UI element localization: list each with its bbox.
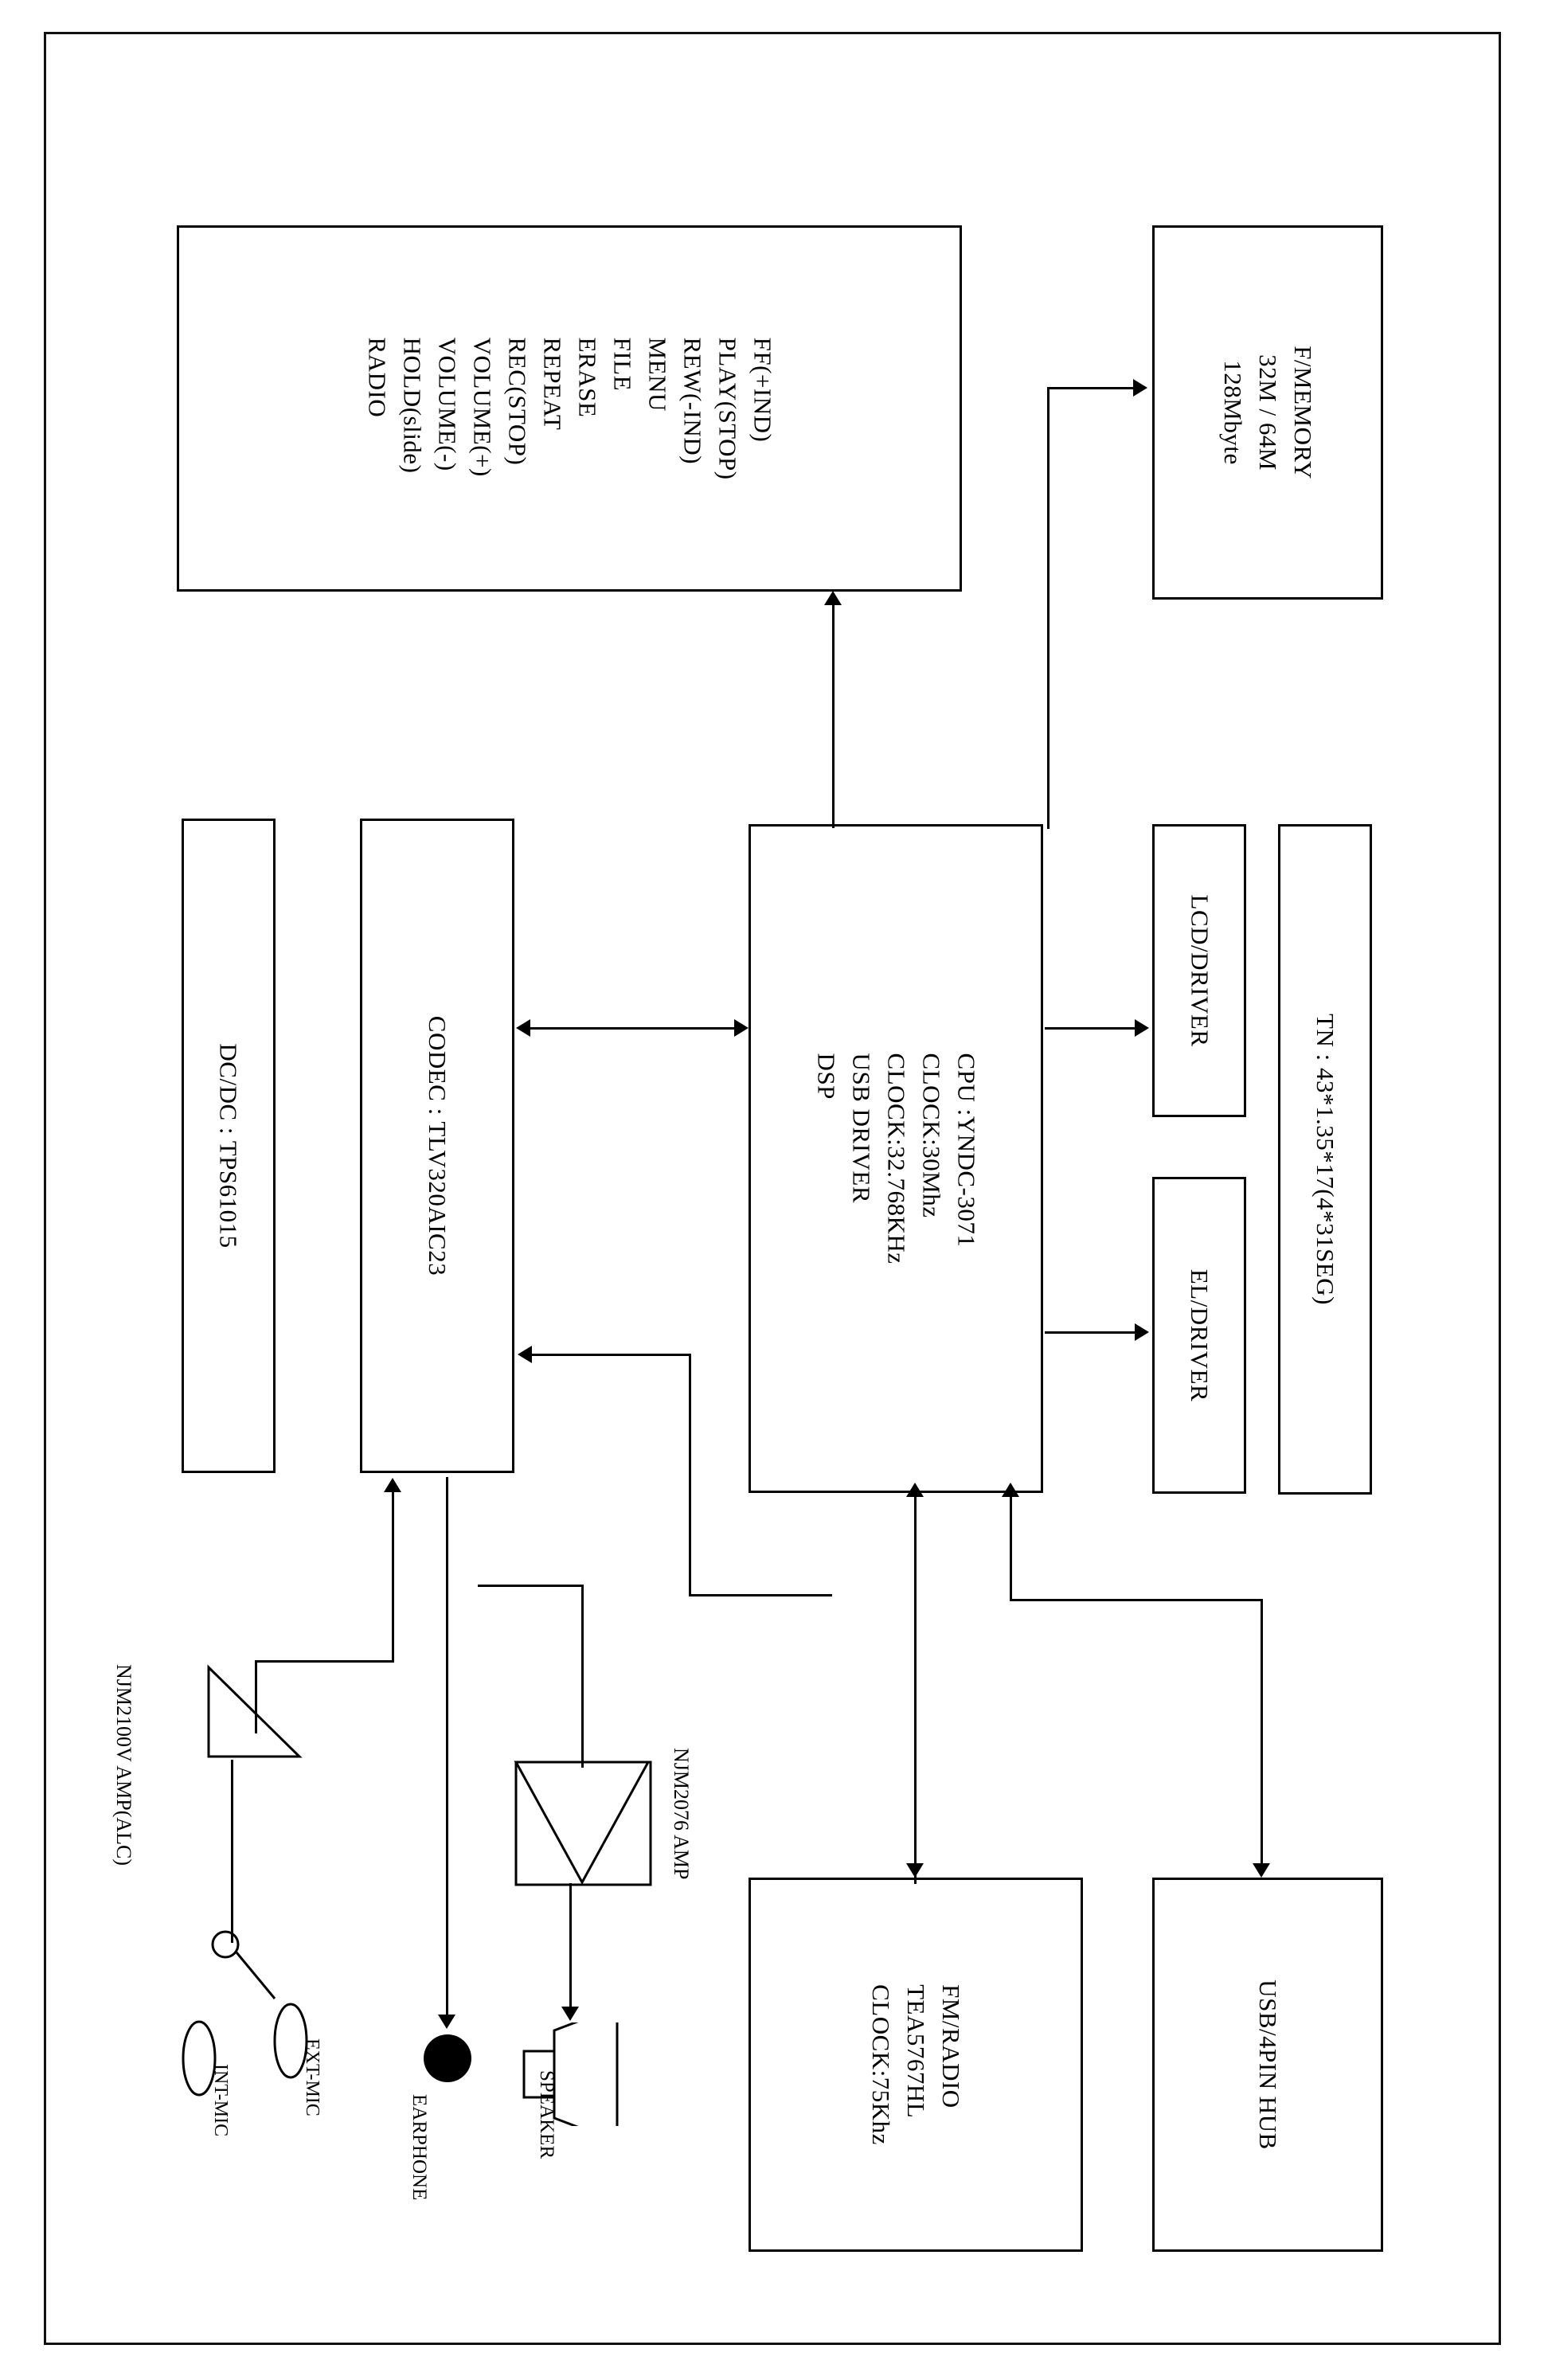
conn-codec-njm2076-horz	[478, 1585, 583, 1587]
key-item-volume-plus: VOLUME(+)	[467, 337, 496, 477]
njm2076-amp-icon	[514, 1760, 653, 1887]
label-njm2100v: NJM2100V AMP(ALC)	[112, 1664, 135, 1866]
conn-usb-vert-hub	[1261, 1599, 1263, 1863]
key-item-hold: HOLD(slide)	[397, 337, 426, 474]
conn-codec-cpu	[530, 1027, 735, 1030]
arrow-radio-to-cpu	[906, 1483, 924, 1497]
block-cpu	[749, 824, 1043, 1493]
arrow-to-usb-hub	[1253, 1863, 1270, 1878]
conn-mic-amp-to-codec	[392, 1491, 394, 1662]
block-memory	[1152, 225, 1383, 600]
tn-panel-label: TN : 43*1.35*17(4*31SEG)	[1311, 1014, 1340, 1305]
key-item-play: PLAY(STOP)	[713, 337, 742, 480]
cpu-line-4: USB DRIVER	[846, 1053, 875, 1203]
arrow-to-memory	[1133, 379, 1147, 397]
label-ext-mic: EXT-MIC	[302, 2038, 322, 2116]
block-fm-radio-text	[751, 1880, 1081, 2249]
arrow-to-lcd	[1135, 1019, 1149, 1037]
label-njm2076: NJM2076 AMP	[670, 1748, 693, 1880]
label-speaker: SPEAKER	[536, 2070, 557, 2159]
radio-line-2: TEA5767HL	[902, 1984, 930, 2119]
block-codec-text	[362, 821, 512, 1471]
arrow-to-speaker	[561, 2007, 579, 2021]
block-codec	[360, 819, 514, 1473]
block-lcd-driver-text	[1155, 827, 1244, 1115]
block-lcd-driver	[1152, 824, 1246, 1117]
arrow-to-keys	[824, 591, 842, 605]
memory-line-2: 32M / 64M	[1254, 354, 1282, 471]
arrow-to-earphone	[438, 2015, 455, 2029]
block-usb-hub	[1152, 1878, 1383, 2252]
usb-hub-label: USB/4PIN HUB	[1254, 1979, 1282, 2150]
conn-cpu-lcd	[1045, 1027, 1135, 1030]
arrow-to-el	[1135, 1323, 1149, 1341]
njm2100v-amp-icon	[205, 1664, 303, 1760]
key-item-rew: REW(-IND)	[678, 337, 707, 464]
block-key-list-text	[179, 228, 960, 589]
arrow-cpu-to-radio	[906, 1863, 924, 1878]
arrow-codec-in	[516, 1019, 530, 1037]
block-fm-radio	[749, 1878, 1083, 2252]
block-key-list	[177, 225, 962, 592]
block-cpu-text	[751, 827, 1041, 1491]
conn-cpu-el	[1045, 1331, 1135, 1334]
conn-mic-amp-horz	[255, 1660, 394, 1663]
key-item-repeat: REPEAT	[538, 337, 566, 431]
block-tn-panel	[1278, 824, 1372, 1495]
arrow-cpu-in	[734, 1019, 749, 1037]
radio-line-3: CLOCK:75Khz	[866, 1984, 895, 2145]
block-dcdc-text	[184, 821, 273, 1471]
key-item-rec: REC(STOP)	[502, 337, 531, 466]
el-driver-label: EL/DRIVER	[1186, 1268, 1214, 1402]
label-earphone: EARPHONE	[408, 2094, 430, 2201]
conn-usb-horz	[1010, 1599, 1263, 1601]
conn-cpu-keys-vert	[832, 605, 835, 828]
cpu-line-1: CPU :YNDC-3071	[952, 1053, 981, 1248]
conn-radio-codec-horz	[532, 1354, 691, 1356]
label-int-mic: INT-MIC	[210, 2064, 231, 2137]
earphone-icon	[418, 2029, 477, 2088]
radio-line-1: FM/RADIO	[937, 1984, 966, 2108]
memory-line-3: 128Mbyte	[1218, 360, 1247, 465]
cpu-line-5: DSP	[811, 1053, 840, 1100]
conn-radio-cpu	[914, 1495, 917, 1884]
conn-radio-codec-horz2	[689, 1594, 832, 1596]
conn-radio-codec-vert	[689, 1354, 691, 1596]
codec-label: CODEC : TLV320AIC23	[424, 1015, 452, 1276]
block-tn-panel-text	[1280, 827, 1370, 1492]
arrow-codec-audio-in	[518, 1346, 532, 1363]
conn-codec-njm2076	[581, 1585, 584, 1768]
lcd-driver-label: LCD/DRIVER	[1186, 894, 1214, 1047]
dcdc-label: DC/DC : TPS61015	[215, 1043, 244, 1249]
key-item-erase: ERASE	[573, 337, 602, 418]
cpu-line-3: CLOCK:32.768KHz	[882, 1053, 911, 1264]
arrow-mic-to-codec	[384, 1478, 401, 1492]
conn-cpu-memory-vert	[1047, 387, 1050, 829]
conn-codec-earphone	[446, 1477, 448, 2019]
key-item-file: FILE	[608, 337, 637, 391]
block-usb-hub-text	[1155, 1880, 1381, 2249]
conn-usb-vert-cpu	[1010, 1495, 1012, 1600]
memory-line-1: F/MEMORY	[1289, 346, 1318, 479]
key-item-volume-minus: VOLUME(-)	[432, 337, 461, 471]
conn-cpu-memory-horz	[1047, 387, 1133, 389]
block-memory-text	[1155, 228, 1381, 597]
key-item-menu: MENU	[643, 337, 672, 412]
key-item-radio: RADIO	[362, 337, 391, 418]
arrow-usb-to-cpu	[1002, 1483, 1019, 1497]
block-dcdc	[182, 819, 276, 1473]
conn-amp-mic-line	[231, 1760, 233, 1943]
block-el-driver	[1152, 1177, 1246, 1494]
key-item-ff: FF(+IND)	[749, 337, 777, 443]
conn-njm2076-speaker	[569, 1883, 572, 2011]
cpu-line-2: CLOCK:30Mhz	[917, 1053, 946, 1218]
block-el-driver-text	[1155, 1179, 1244, 1491]
